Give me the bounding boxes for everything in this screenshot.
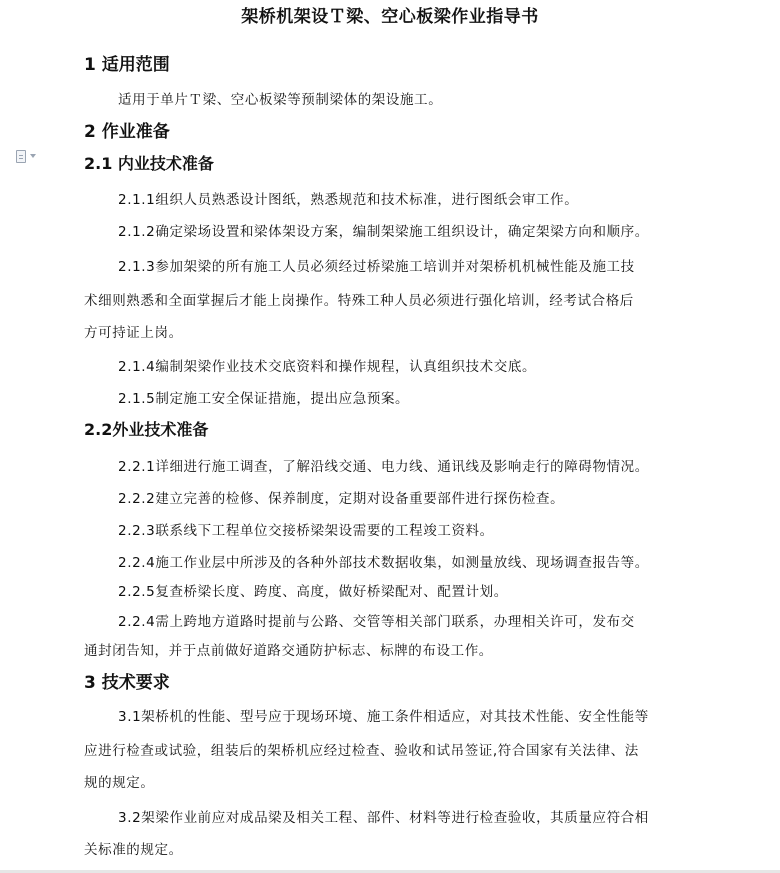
- paragraph: 2.1.1组织人员熟悉设计图纸，熟悉规范和技术标准，进行图纸会审工作。: [118, 192, 579, 208]
- paragraph: 2.1.4编制架梁作业技术交底资料和操作规程，认真组织技术交底。: [118, 359, 537, 375]
- heading-section-3: 3 技术要求: [84, 673, 170, 693]
- chevron-down-icon: [30, 154, 36, 158]
- paragraph: 2.2.2建立完善的检修、保养制度，定期对设备重要部件进行探伤检查。: [118, 491, 565, 507]
- paragraph: 2.1.3参加架梁的所有施工人员必须经过桥梁施工培训并对架桥机机械性能及施工技: [118, 259, 635, 275]
- paragraph: 2.2.1详细进行施工调查，了解沿线交通、电力线、通讯线及影响走行的障碍物情况。: [118, 459, 649, 475]
- paragraph: 2.1.2确定梁场设置和梁体架设方案，编制架梁施工组织设计，确定架梁方向和顺序。: [118, 224, 649, 240]
- heading-section-2: 2 作业准备: [84, 122, 170, 142]
- paragraph: 2.1.5制定施工安全保证措施，提出应急预案。: [118, 391, 410, 407]
- paragraph: 2.2.4施工作业层中所涉及的各种外部技术数据收集，如测量放线、现场调查报告等。: [118, 555, 649, 571]
- paragraph-continuation: 通封闭告知，并于点前做好道路交通防护标志、标牌的布设工作。: [84, 643, 493, 659]
- paragraph: 2.2.3联系线下工程单位交接桥梁架设需要的工程竣工资料。: [118, 523, 494, 539]
- document-icon: [16, 150, 26, 163]
- document-options-icon[interactable]: [16, 149, 44, 163]
- heading-section-2-2: 2.2外业技术准备: [84, 420, 209, 439]
- paragraph-continuation: 术细则熟悉和全面掌握后才能上岗操作。特殊工种人员必须进行强化培训，经考试合格后: [84, 293, 634, 309]
- document-title: 架桥机架设Ｔ梁、空心板梁作业指导书: [241, 7, 539, 27]
- paragraph: 适用于单片Ｔ梁、空心板梁等预制梁体的架设施工。: [118, 92, 443, 108]
- paragraph: 3.2架梁作业前应对成品梁及相关工程、部件、材料等进行检查验收，其质量应符合相: [118, 810, 649, 826]
- heading-section-1: 1 适用范围: [84, 55, 170, 75]
- paragraph-continuation: 应进行检查或试验，组装后的架桥机应经过检查、验收和试吊签证,符合国家有关法律、法: [84, 743, 639, 759]
- paragraph-continuation: 规的规定。: [84, 775, 155, 791]
- heading-section-2-1: 2.1 内业技术准备: [84, 154, 214, 173]
- paragraph: 3.1架桥机的性能、型号应于现场环境、施工条件相适应，对其技术性能、安全性能等: [118, 709, 649, 725]
- paragraph-continuation: 关标准的规定。: [84, 842, 183, 858]
- paragraph: 2.2.5复查桥梁长度、跨度、高度，做好桥梁配对、配置计划。: [118, 584, 508, 600]
- paragraph: 2.2.4需上跨地方道路时提前与公路、交管等相关部门联系，办理相关许可，发布交: [118, 614, 635, 630]
- paragraph-continuation: 方可持证上岗。: [84, 325, 183, 341]
